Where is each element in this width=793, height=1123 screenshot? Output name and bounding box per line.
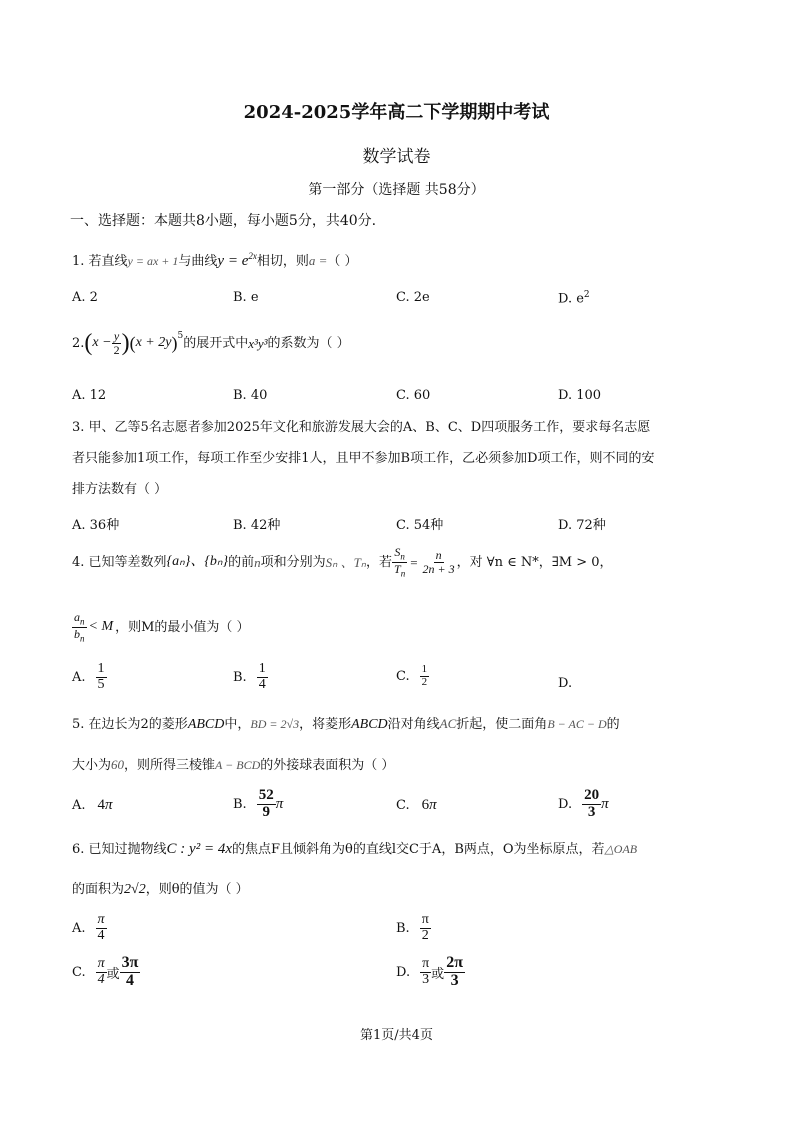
section-heading: 一、选择题：本题共8小题，每小题5分，共40分. [70,213,377,229]
q1-post: 相切，则 [256,254,309,269]
q6-option-c: C. $\frac{\pi}{4}$ 或 $\frac{3\pi}{4}$ [72,954,139,989]
q1-option-a: A. 2 [72,290,98,305]
q1-option-c: C. 2e [396,290,430,305]
q5-option-d: D. $\frac{20}{3}$ π [558,787,609,820]
q5-line-2: 大小为60，则所得三棱锥A − BCD的外接球表面积为（ ） [72,757,395,773]
q2-option-c: C. 60 [396,388,431,403]
q2-option-b: B. 40 [233,388,268,403]
part-heading: 第一部分（选择题 共58分） [308,182,485,198]
q4-option-a: A. $\frac{1}{5}$ [72,661,105,692]
q2-post2: 的系数为（ ） [267,335,350,351]
q2-post: 的展开式中 [183,335,249,351]
q5-option-b: B. $\frac{52}{9}$ π [233,787,284,820]
q3-option-d: D. 72种 [558,518,606,533]
q4-option-d: D. [558,676,573,691]
q4-cond: ，对 ∀n ∈ N*，∃M > 0， [456,554,613,570]
q3-option-c: C. 54种 [396,518,444,533]
q1-mid: 与曲线 [178,254,218,269]
question-1 [72,252,358,269]
page-footer: 第1页/共4页 [360,1028,433,1043]
q4-ratio: $\frac{S_n}{T_n}$ [394,545,406,579]
q4-seqs: {aₙ}、{bₙ} [166,554,229,570]
q2-pre: 2. [72,335,85,351]
exam-subtitle: 数学试卷 [362,147,431,167]
q5-option-a: A. 4π [72,797,113,813]
q3-line-2: 者只能参加1项工作，每项工作至少安排1人，且甲不参加B项工作，乙必须参加D项工作，则不同的安 [72,451,655,466]
q4-line-2: $\frac{a_n}{b_n}$ < M ，则M的最小值为（ ） [74,610,250,644]
q4-option-b: B. $\frac{1}{4}$ [233,661,266,692]
q1-line-eq: y = ax + 1 [127,254,179,268]
q2-option-a: A. 12 [72,388,107,403]
q6-option-b: B. $\frac{\pi}{2}$ [396,912,429,943]
question-4: 4. 已知等差数列 {aₙ}、{bₙ} 的前 n 项和分别为 Sₙ 、Tₙ ，若 $\frac{S_n}{T_n}$ = $\frac{n}{2n + 3}$ ，对 ∀n ∈ N*，∃M > 0， [72,545,613,579]
q2-option-d: D. 100 [558,388,602,403]
q6-line-2: 的面积为2√2，则θ的值为（ ） [72,882,249,897]
q3-option-b: B. 42种 [233,518,281,533]
q5-option-c: C. 6π [396,797,437,813]
question-6: 6. 已知过抛物线C : y² = 4x的焦点F且倾斜角为θ的直线l交C于A，B两点，O为坐标原点，若△OAB [72,841,638,857]
q3-line-1: 3. 甲、乙等5名志愿者参加2025年文化和旅游发展大会的A、B、C、D四项服务工作，要求每名志愿 [72,420,651,435]
q1-blank: （ ） [327,254,358,269]
question-2: 2. ( x − $\frac{y}{2}$ ) ( x + 2y ) $^5$ 的展开式中 x³y³ 的系数为（ ） [72,329,350,357]
q2-term: x³y³ [248,335,268,351]
q1-pre: 1. 若直线 [72,254,128,269]
q1-option-d: D. $e^2$ [558,290,590,307]
question-5: 5. 在边长为2的菱形ABCD中，BD = 2√3，将菱形ABCD沿对角线AC折起，使二面角B − AC − D的 [72,716,620,732]
q4-option-c: C. $\frac{1}{2}$ [396,663,428,688]
q1-curve-eq: $y = e^{2x}$ [217,251,257,269]
q1-var: a = [308,253,328,268]
q6-option-d: D. $\frac{\pi}{3}$ 或 $\frac{2\pi}{3}$ [396,954,463,989]
q1-option-b: B. e [233,290,259,305]
q6-option-a: A. $\frac{\pi}{4}$ [72,912,105,943]
exam-title: 2024-2025学年高二下学期期中考试 [243,102,550,123]
q3-option-a: A. 36种 [72,518,120,533]
q3-line-3: 排方法数有（ ） [72,482,168,497]
